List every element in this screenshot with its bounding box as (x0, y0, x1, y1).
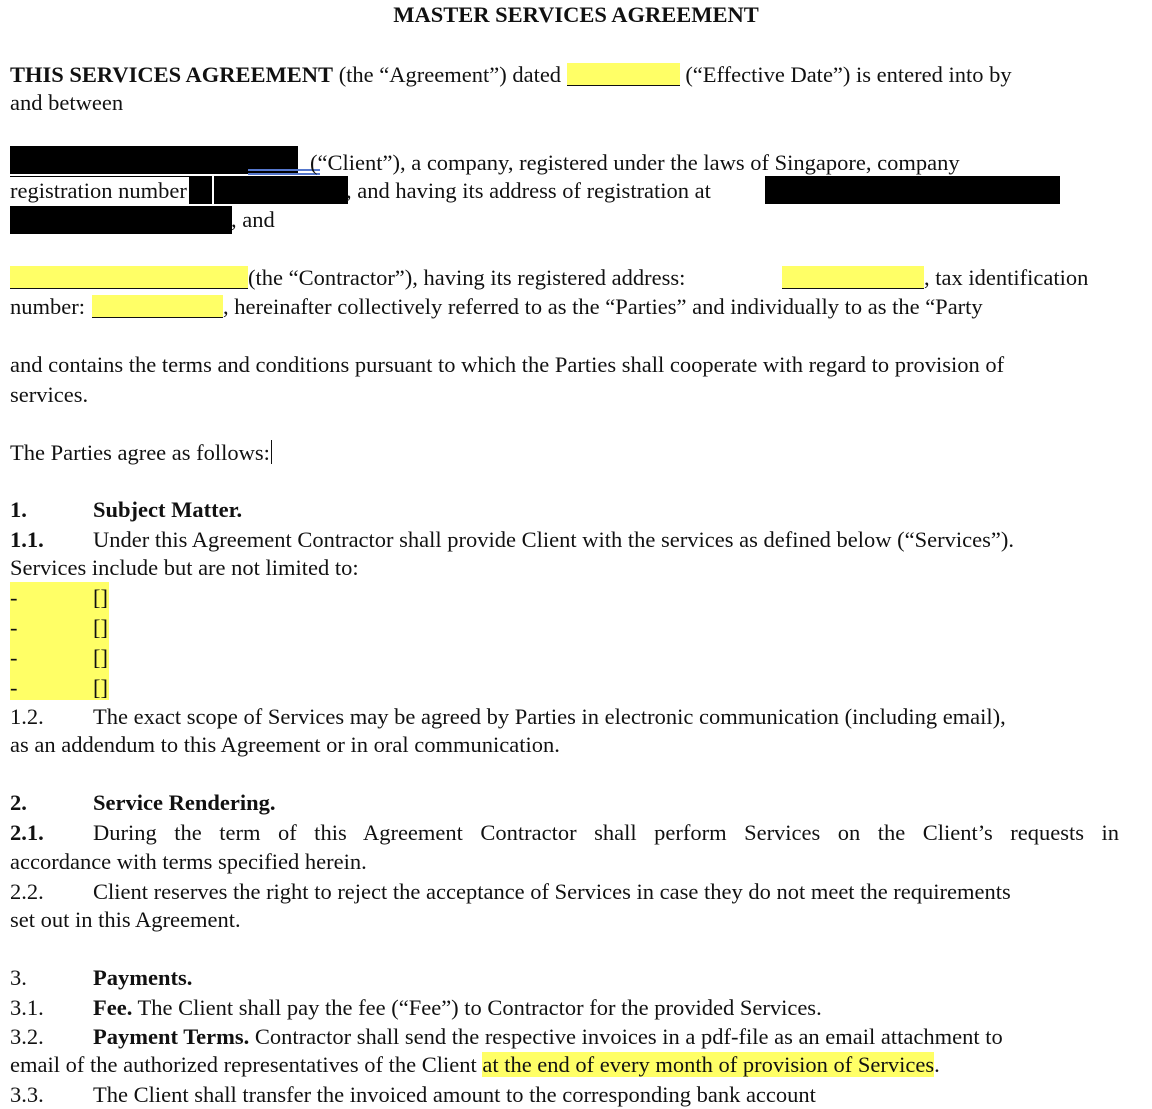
clause-1-2-line-1 (10, 703, 1006, 731)
bullet-dash: - (10, 585, 18, 610)
clause-1-2-line-2: as an addendum to this Agreement or in oral communication. (10, 732, 560, 757)
contractor-address-field-wrap (782, 264, 924, 292)
clause-1-1-text: Under this Agreement Contractor shall provide Client with the services as defined below (“Services”). (93, 527, 1014, 552)
clause-3-3-number: 3.3. (10, 1082, 44, 1107)
clause-3-2-line-2-text: email of the authorized representatives of the Client (10, 1052, 483, 1077)
clause-3-3-text: The Client shall transfer the invoiced amount to the corresponding bank account (93, 1082, 816, 1107)
effective-date-field[interactable] (567, 63, 680, 86)
bullet-placeholder: [] (93, 585, 108, 610)
clause-2-1-line-2: accordance with terms specified herein. (10, 849, 367, 874)
clause-1-1-line-2: Services include but are not limited to: (10, 555, 359, 580)
client-and: , and (231, 207, 275, 232)
intro-lead: THIS SERVICES AGREEMENT (10, 62, 334, 87)
contractor-number-label: number: (10, 294, 85, 319)
contractor-text-1: (the “Contractor”), having its registered address: (248, 265, 686, 290)
service-bullet-1[interactable] (10, 584, 108, 612)
client-line-1: (“Client”), a company, registered under the laws of Singapore, company (310, 150, 960, 175)
section-2-title: Service Rendering. (93, 790, 276, 815)
clause-1-2-number: 1.2. (10, 704, 44, 729)
bullet-placeholder: [] (93, 615, 108, 640)
clause-1-2-text: The exact scope of Services may be agreed by Parties in electronic communication (including email), (93, 704, 1006, 729)
clause-3-2-period: . (934, 1052, 940, 1077)
section-1-heading (10, 496, 242, 524)
client-line-2-tail: , and having its address of registration at (346, 178, 711, 203)
section-2-heading (10, 789, 275, 817)
section-1-number: 1. (10, 497, 27, 522)
redacted-registration-number (214, 176, 348, 204)
clause-3-1-text: The Client shall pay the fee (“Fee”) to Contractor for the provided Services. (132, 995, 822, 1020)
clause-2-2-number: 2.2. (10, 879, 44, 904)
intro-line-2: and between (10, 90, 124, 115)
clause-3-2-highlight: at the end of every month of provision of Services (482, 1052, 935, 1077)
section-1-title: Subject Matter. (93, 497, 243, 522)
clause-2-1-line-1 (10, 819, 1119, 847)
clause-2-2-line-2: set out in this Agreement. (10, 907, 241, 932)
clause-3-2-line-1 (10, 1023, 1003, 1051)
clause-3-2-number: 3.2. (10, 1024, 44, 1049)
document-title: MASTER SERVICES AGREEMENT (393, 2, 759, 27)
clause-2-1-text: During the term of this Agreement Contractor shall perform Services on the Client’s requests in (93, 820, 1119, 845)
clause-3-1-number: 3.1. (10, 995, 44, 1020)
clause-2-1-number: 2.1. (10, 820, 44, 845)
bullet-placeholder: [] (93, 645, 108, 670)
intro-text-2: (“Effective Date”) is entered into by (679, 62, 1012, 87)
intro-text-1: (the “Agreement”) dated (333, 62, 567, 87)
clause-2-2-text: Client reserves the right to reject the acceptance of Services in case they do not meet the requirements (93, 879, 1011, 904)
section-2-number: 2. (10, 790, 27, 815)
clause-1-1-line-1 (10, 526, 1014, 554)
client-reg-label: registration number (10, 178, 187, 203)
service-bullet-2[interactable] (10, 614, 108, 642)
contractor-name-field[interactable] (10, 266, 248, 289)
contractor-line-2 (10, 293, 983, 321)
agree-line[interactable] (10, 439, 272, 467)
service-bullet-4[interactable] (10, 674, 108, 702)
clause-3-1-line (10, 994, 822, 1022)
service-bullet-3[interactable] (10, 644, 108, 672)
terms-line-2: services. (10, 382, 89, 407)
redacted-address-2 (10, 206, 232, 234)
terms-line-1: and contains the terms and conditions pursuant to which the Parties shall cooperate with regard to provision of (10, 352, 1005, 377)
clause-3-2-line-2 (10, 1051, 940, 1079)
section-3-title: Payments. (93, 965, 193, 990)
contractor-text-2: , tax identification (924, 265, 1089, 290)
clause-3-2-bold: Payment Terms. (93, 1024, 250, 1049)
bullet-dash: - (10, 675, 18, 700)
redacted-address-1 (765, 176, 1060, 204)
clause-3-1-bold: Fee. (93, 995, 133, 1020)
text-cursor (271, 440, 273, 464)
tax-id-field[interactable] (92, 295, 223, 318)
bullet-dash: - (10, 645, 18, 670)
clause-3-2-text: Contractor shall send the respective invoices in a pdf-file as an email attachment to (249, 1024, 1003, 1049)
contractor-address-field[interactable] (782, 266, 924, 289)
intro-line-1 (10, 61, 1012, 89)
bullet-dash: - (10, 615, 18, 640)
section-3-number: 3. (10, 965, 27, 990)
bullet-placeholder: [] (93, 675, 108, 700)
clause-1-1-number: 1.1. (10, 527, 44, 552)
contractor-line-1 (10, 264, 685, 292)
clause-2-2-line-1 (10, 878, 1011, 906)
clause-3-3-partial (10, 1081, 816, 1109)
contractor-line-2-tail: , hereinafter collectively referred to as the “Parties” and individually to as the “Party (222, 294, 983, 319)
agree-text: The Parties agree as follows: (10, 440, 270, 465)
section-3-heading (10, 964, 192, 992)
